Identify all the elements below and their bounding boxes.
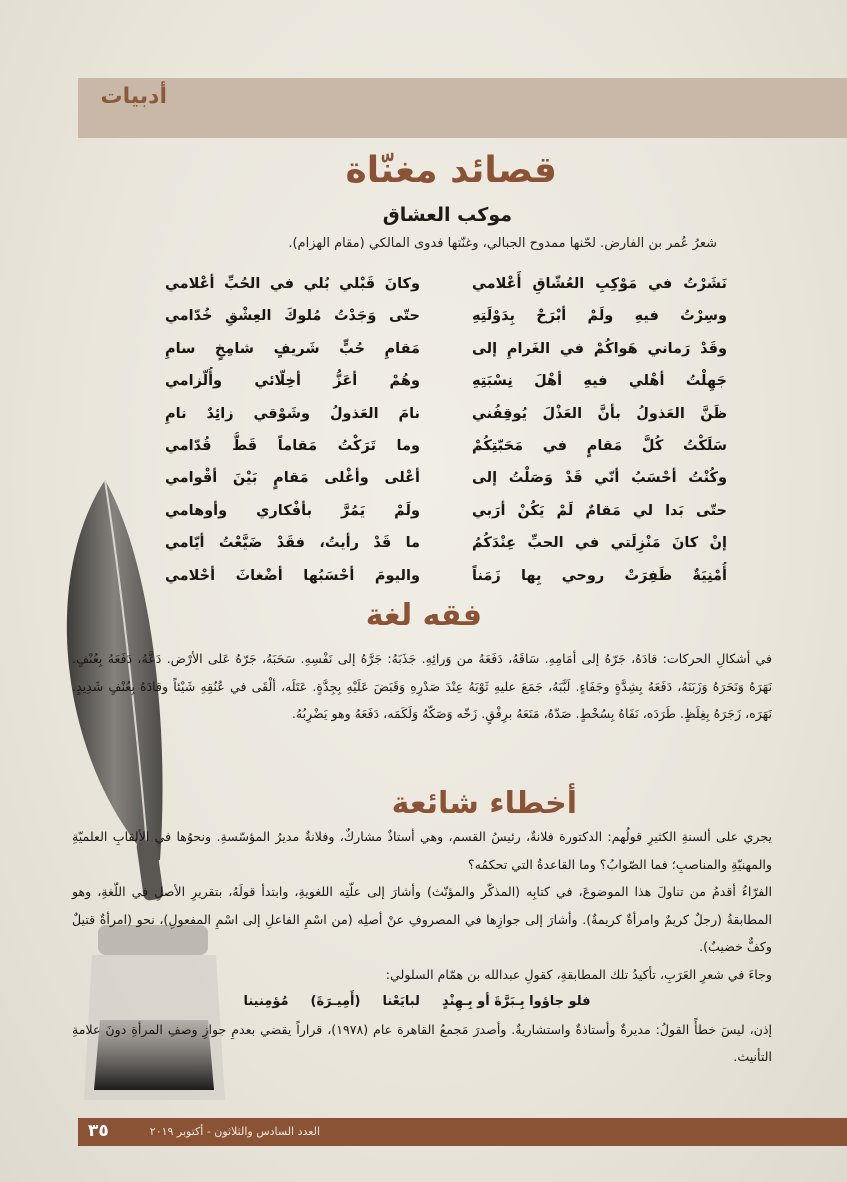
verse-row — [165, 302, 727, 334]
fiqh-title: فقه لغة — [365, 598, 482, 633]
errors-paragraph-4: إذن، ليسَ خطأً القولُ: مديرةٌ وأستاذةٌ واستشاريةٌ. وأصدرَ مَجمعُ القاهرة عام (١٩٧٨)، قراراً يقضي بعدمِ جوازِ وصفِ المرأةِ دونَ علامةِ التأنيث. — [72, 1021, 772, 1064]
verse-first-hemistich: وكُنْتُ أحْسَبُ أنّي قَدْ وَصَلْتُ إلى — [472, 470, 727, 487]
verse-row — [165, 529, 727, 561]
quoted-verse-part: لبايَعْنا — [382, 994, 420, 1009]
errors-article — [72, 823, 772, 1071]
poem-verses — [165, 270, 727, 594]
verse-second-hemistich: واليومَ أحْسَبُها أضْغاثَ أحْلامي — [165, 567, 420, 584]
verse-second-hemistich: وكانَ قَبْلي بُلي في الحُبِّ أعْلامي — [165, 276, 420, 292]
verse-first-hemistich: أُمْنِيَةٌ ظَفِرَتْ روحي بِها زَمَناً — [472, 567, 727, 584]
verse-second-hemistich: ما قَدْ رأيتُ، فقَدْ ضَيَّعْتُ أيّامي — [165, 535, 420, 552]
poem-subtitle: موكب العشاق — [382, 204, 512, 226]
verse-first-hemistich: حتّى بَدا لي مَقامٌ لَمْ يَكُنْ أرَبي — [472, 502, 727, 519]
verse-row — [165, 464, 727, 496]
section-label: أدبيات — [100, 84, 167, 109]
verse-row — [165, 432, 727, 464]
verse-row — [165, 270, 727, 302]
verse-second-hemistich: وهُمْ أعَزُّ أخِلّائي وأُلّزامي — [165, 373, 420, 390]
errors-paragraph-2: الفرّاءُ أقدمُ من تناولَ هذا الموضوعَ، في كتابِه (المذكّر والمؤنّث) وأشارَ إلى علّتِه اللغويةِ، وابتدأ قولَهُ، بتقريرِ الأصلِ في اللّغةِ، وهو المطابقةُ (رجلٌ كريمٌ وامرأةٌ كريمةٌ). وأشارَ إلى جوازِها في المصروفِ عنْ أصلِه (من اسْمِ الفاعلِ إلى اسْمِ المفعولِ)، نحو (امرأةٌ قتيلٌ وكفٌّ خضيبٌ). — [72, 884, 772, 954]
verse-row — [165, 335, 727, 367]
poem-credits: شعرُ عُمر بن الفارض. لحّنها ممدوح الجبالي، وغنّتها فدوى المالكي (مقام الهزام). — [288, 236, 717, 251]
page-number: ٣٥ — [88, 1121, 109, 1141]
verse-row — [165, 367, 727, 399]
verse-first-hemistich: نَشَرْتُ في مَوْكِبِ العُشّاقِ أَعْلامي — [472, 276, 727, 292]
verse-first-hemistich: إنْ كانَ مَنْزِلَتي في الحبِّ عِنْدَكُمُ — [472, 535, 727, 552]
errors-paragraph-3: وجاءَ في شعرِ العَرَبِ، تأكيدُ تلك المطابقةِ، كقولِ عبدالله بن همّام السلولي: — [385, 966, 772, 982]
verse-first-hemistich: وسِرْتُ فيهِ ولَمْ أبْرَحْ بِدَوْلَتِهِ — [472, 308, 727, 325]
verse-second-hemistich: نامَ العَذولُ وشَوْقي زائِدٌ نامِ — [165, 405, 420, 422]
verse-second-hemistich: حتّى وَجَدْتُ مُلوكَ العِشْقِ خُدّامي — [165, 308, 420, 325]
verse-row — [165, 562, 727, 594]
errors-title: أخطاء شائعة — [391, 786, 577, 821]
verse-first-hemistich: سَلَكْتُ كُلَّ مَقامٍ في مَحَبّتِكُمْ — [472, 437, 727, 454]
verse-second-hemistich: ولَمْ يَمُرَّ بأفْكاري وأوهامي — [165, 502, 420, 519]
verse-first-hemistich: جَهِلْتُ أهْلي فيهِ أهْلَ نِسْبَتِهِ — [472, 373, 727, 390]
quoted-verse-part: (أَمِيـرَةَ) — [310, 994, 361, 1009]
verse-first-hemistich: وقَدْ رَماني هَواكُمْ في الغَرامِ إلى — [472, 340, 727, 357]
verse-row — [165, 497, 727, 529]
quoted-verse-part: مُؤمِنينا — [243, 994, 289, 1009]
section-header-bar — [78, 78, 847, 138]
verse-second-hemistich: وما تَرَكْتُ مَقاماً قَطُّ قُدّامي — [165, 437, 420, 454]
fiqh-paragraph: في أشكالِ الحركات: قادَهُ، جَرّهُ إلى أمَامِهِ. سَاقَهُ، دَفَعَهُ من وَرائِهِ. جَذَبَهُ: جَرَّهُ إلى نَفْسِهِ. سَحَبَهُ، جَرّهُ عَلى الأرْض. دَعَّهُ، دَفَعَهُ بِعُنْفٍ. نَهَرَهُ وَنَحَرَهُ وَزَبَنَهُ، دَفَعَهُ بِشِدَّةٍ وجَفَاءٍ. لَبَّبَهُ، جَمَعَ عليهِ ثَوْبَهُ عِنْدَ صَدْرِهِ وَقَبَضَ عَلَيْهِ بِجِدَّةٍ. عَتَلَه، ألْقَى في عُنُقِهِ شَيْئاً وقادَهُ بِعُنْفٍ شَدِيدٍ. نَهَرَه، زَجَرَهُ بِغِلَظٍ. طَرَدَه، نَفَاهُ بِسُخْطٍ. صَدّهُ، مَنَعَهُ برِفْقٍ. زَخّه وَصَكّهُ وَلَكَمَه، دَفَعَهُ وهو يَضْرِبُهُ. — [72, 651, 772, 721]
verse-second-hemistich: أعْلى وأغْلى مَقامٍ بَيْنَ أقْوامي — [165, 470, 420, 487]
verse-second-hemistich: مَقامِ حُبٍّ شَريفٍ شامِخٍ سامِ — [165, 340, 420, 357]
poems-title: قصائد مغنّاة — [345, 150, 557, 191]
quoted-verse — [72, 988, 762, 1016]
errors-paragraph-1: يجري على ألسنةِ الكثيرِ قولُهم: الدكتورة فلانةٌ، رئيسُ القسم، وهي أستاذٌ مشاركٌ، وفلانةٌ مديرُ المؤسّسةِ. ونحوُها في الألقابِ العلميّةِ والمهنيّةِ والمناصبِ؛ فما الصّوابُ؟ وما القاعدةُ التي تحكمُه؟ — [72, 829, 772, 872]
quoted-verse-part: فلو جاؤوا بِـبَرَّةَ أو بِـهِنْدٍ — [441, 994, 591, 1009]
verse-row — [165, 400, 727, 432]
verse-first-hemistich: ظَنَّ العَذولُ بأنَّ العَذْلَ يُوقِفُني — [472, 405, 727, 422]
footer-issue-info: العدد السادس والثلاثون - أكتوبر ٢٠١٩ — [149, 1125, 320, 1138]
